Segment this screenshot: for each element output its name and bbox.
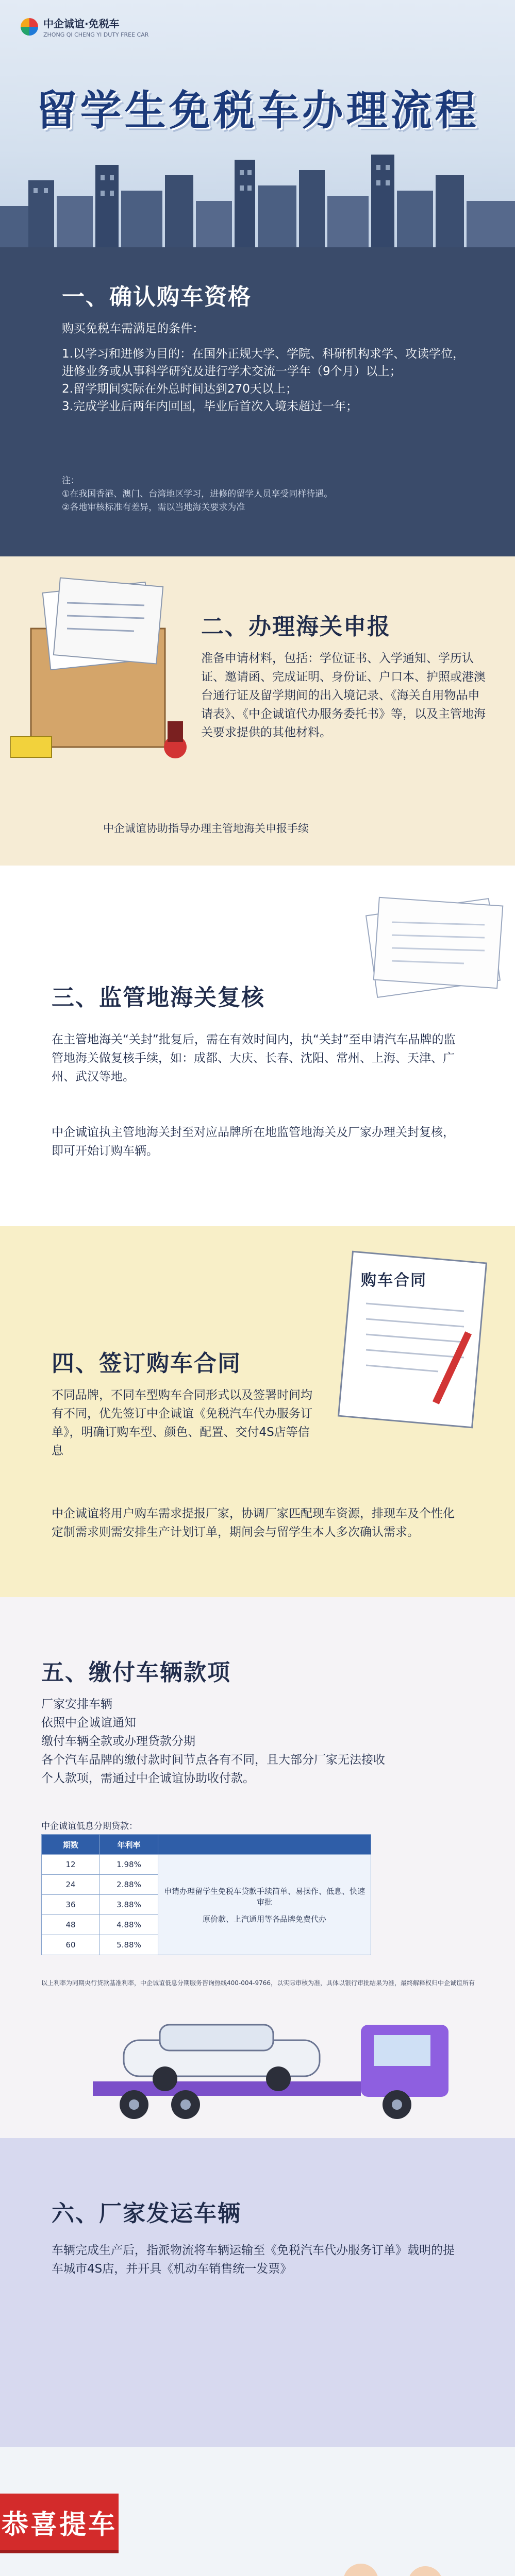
list-item: 1.以学习和进修为目的：在国外正规大学、学院、科研机构求学、攻读学位，进修业务或从事科学研究及进行学术交流一学年（9个月）以上； [62,347,464,378]
table-cell: 12 [42,1855,100,1875]
contract-illustration [314,1236,510,1432]
section-title: 二、办理海关申报 [201,614,391,640]
loan-description-line: 申请办理留学生免税车贷款手续简单、易操作、低息、快速审批 [164,1886,366,1907]
section-inspection-pickup [0,2447,515,2576]
section-customs-review [0,866,515,1226]
brand-logo [21,15,148,38]
payment-line: 厂家安排车辆 [41,1698,112,1711]
section-body: 中企诚谊执主管地海关封至对应品牌所在地监管地海关及厂家办理关封复核，即可开始订购车辆。 [52,1126,455,1158]
section-factory-shipping [0,2138,515,2447]
payment-line: 依照中企诚谊通知 [41,1716,136,1730]
table-row [42,1855,371,1875]
table-cell: 5.88% [100,1935,158,1955]
contract-heading: 购车合同 [361,1272,427,1290]
table-cell: 1.98% [100,1855,158,1875]
eligibility-list [62,345,474,415]
brand-sub: ZHONG QI CHENG YI DUTY FREE CAR [43,31,149,38]
section-body: 不同品牌，不同车型购车合同形式以及签署时间均有不同，优先签订中企诚谊《免税汽车代办服务订单》，明确订购车型、颜色、配置、交付4S店等信息 [52,1388,312,1458]
section-body: 准备申请材料，包括：学位证书、入学通知、学历认证、邀请函、完成证明、身份证、户口本、护照或港澳台通行证及留学期间的出入境记录、《海关自用物品申请表》、《中企诚谊代办服务委托书》等，以及主管地海关要求提供的其他材料。 [201,652,486,739]
payment-line: 各个汽车品牌的缴付款时间节点各有不同，且大部分厂家无法接收个人款项，需通过中企诚谊协助收付款。 [41,1753,385,1785]
header [0,0,515,247]
note-title: 注： [62,476,79,486]
table-cell: 60 [42,1935,100,1955]
table-cell: 4.88% [100,1915,158,1935]
table-cell: 36 [42,1895,100,1915]
brand-name: 中企诚谊·免税车 [43,18,120,30]
payment-line: 缴付车辆全款或办理贷款分期 [41,1735,195,1748]
section-title: 六、厂家发运车辆 [52,2200,241,2227]
table-header-row [42,1835,371,1855]
eligibility-notes [62,474,474,514]
loan-table-note: 以上利率为同期央行贷款基准利率，中企诚谊低息分期服务咨询热线400-004-9766，以实际审核为准，具体以银行审批结果为准，最终解释权归中企诚谊所有 [41,1979,475,1987]
list-item: ②各地审核标准有差异，需以当地海关要求为准 [62,502,245,513]
list-item: 2.留学期间实际在外总时间达到270天以上； [62,382,297,396]
section-title: 五、缴付车辆款项 [41,1659,231,1686]
car-carrier-truck-illustration [93,1994,464,2133]
paper-stack-illustration [361,876,510,1005]
table-header [158,1835,371,1855]
document-envelope-illustration [10,567,196,773]
logo-mark-icon [21,18,38,36]
table-cell: 2.88% [100,1875,158,1895]
congrats-banner: 恭喜提车 [0,2494,119,2550]
section-title: 四、签订购车合同 [52,1350,241,1377]
list-item: ①在我国香港、澳门、台湾地区学习，进修的留学人员享受同样待遇。 [62,489,333,499]
loan-table [41,1834,371,1955]
section-body: 中企诚谊将用户购车需求提报厂家，协调厂家匹配现车资源，排现车及个性化定制需求则需安排生产计划订单，期间会与留学生本人多次确认需求。 [52,1507,455,1539]
list-item: 3.完成学业后两年内回国，毕业后首次入境未超过一年； [62,400,358,413]
table-header: 年利率 [100,1835,158,1855]
table-cell: 24 [42,1875,100,1895]
loan-description-line: 原价款、上汽通用等各品牌免费代办 [202,1914,326,1924]
section-body: 在主管地海关“关封”批复后，需在有效时间内，执“关封”至申请汽车品牌的监管地海关做复核手续，如：成都、大庆、长春、沈阳、常州、上海、天津、广州、武汉等地。 [52,1033,456,1083]
section-sign-contract [0,1226,515,1597]
section-pay-vehicle [0,1597,515,2138]
table-cell: 48 [42,1915,100,1935]
loan-table-description [158,1855,371,1955]
car-handover-illustration [31,2561,495,2576]
city-skyline-illustration [0,144,515,247]
section-title: 三、监管地海关复核 [52,985,265,1011]
section-body: 车辆完成生产后，指派物流将车辆运输至《免税汽车代办服务订单》载明的提车城市4S店，并开具《机动车销售统一发票》 [52,2244,455,2276]
section-title: 一、确认购车资格 [62,284,252,310]
section-confirm-eligibility [0,247,515,556]
section-footer-note: 中企诚谊协助指导办理主管地海关申报手续 [103,822,309,835]
page-title: 留学生免税车办理流程 [36,87,479,134]
table-header: 期数 [42,1835,100,1855]
loan-table-title: 中企诚谊低息分期贷款： [41,1821,138,1832]
section-intro: 购买免税车需满足的条件： [62,322,204,335]
table-cell: 3.88% [100,1895,158,1915]
section-customs-declaration [0,556,515,866]
